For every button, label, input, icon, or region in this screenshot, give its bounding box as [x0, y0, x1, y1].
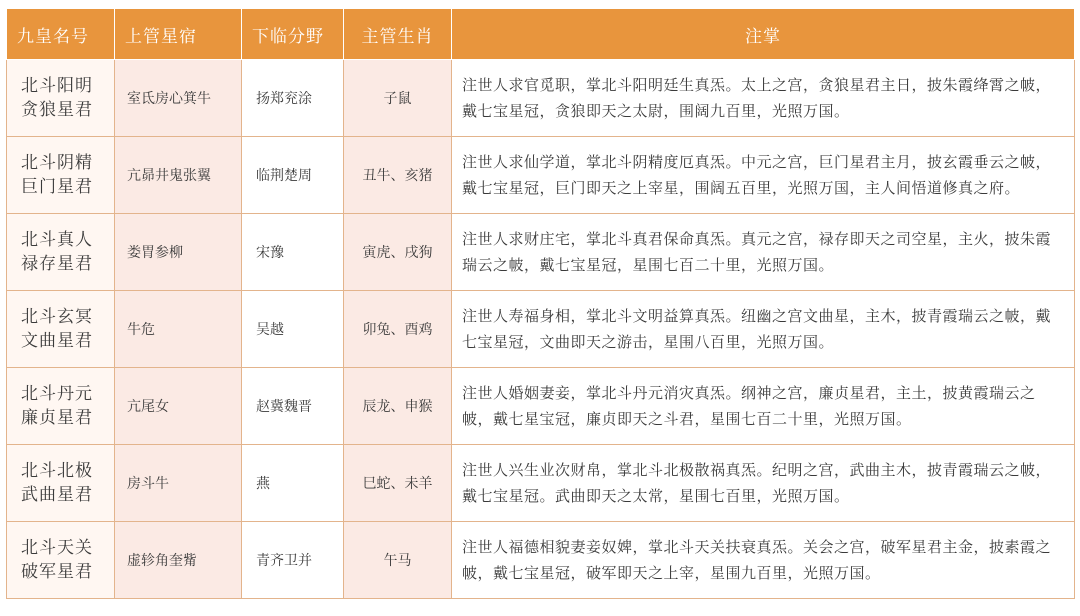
cell-stars: 亢尾女	[115, 368, 242, 445]
cell-regions: 宋豫	[242, 214, 344, 291]
cell-notes: 注世人求仙学道，掌北斗阴精度厄真炁。中元之宫，巨门星君主月，披玄霞垂云之帔，戴七宝星冠，巨门即天之上宰星，围阔五百里，光照万国，主人间悟道修真之府。	[452, 137, 1075, 214]
name-line2: 文曲星君	[21, 331, 93, 351]
name-line1: 北斗丹元	[21, 384, 93, 404]
cell-notes: 注世人求财庄宅，掌北斗真君保命真炁。真元之宫，禄存即天之司空星，主火，披朱霞瑞云之帔，戴七宝星冠，星围七百二十里，光照万国。	[452, 214, 1075, 291]
table-row	[7, 445, 1075, 522]
table-row	[7, 291, 1075, 368]
cell-zodiac: 子鼠	[344, 60, 452, 137]
cell-zodiac: 卯兔、酉鸡	[344, 291, 452, 368]
cell-regions: 吴越	[242, 291, 344, 368]
cell-stars: 房斗牛	[115, 445, 242, 522]
table-row	[7, 214, 1075, 291]
cell-name	[7, 368, 115, 445]
cell-stars: 虚轸角奎觜	[115, 522, 242, 599]
cell-zodiac: 巳蛇、未羊	[344, 445, 452, 522]
table-row	[7, 522, 1075, 599]
cell-stars: 牛危	[115, 291, 242, 368]
name-line2: 廉贞星君	[21, 408, 93, 428]
cell-name	[7, 445, 115, 522]
cell-notes: 注世人福德相貌妻妾奴婢，掌北斗天关扶衰真炁。关会之宫，破军星君主金，披素霞之帔，戴七宝星冠，破军即天之上宰，星围九百里，光照万国。	[452, 522, 1075, 599]
cell-zodiac: 丑牛、亥猪	[344, 137, 452, 214]
name-line1: 北斗阴精	[21, 153, 93, 173]
table-body	[7, 60, 1075, 599]
cell-zodiac: 午马	[344, 522, 452, 599]
name-line1: 北斗天关	[21, 538, 93, 558]
name-line1: 北斗北极	[21, 461, 93, 481]
cell-notes: 注世人寿福身相，掌北斗文明益算真炁。纽幽之宫文曲星，主木，披青霞瑞云之帔，戴七宝星冠，文曲即天之游击，星围八百里，光照万国。	[452, 291, 1075, 368]
name-line2: 武曲星君	[21, 485, 93, 505]
name-line1: 北斗玄冥	[21, 307, 93, 327]
cell-notes: 注世人婚姻妻妾，掌北斗丹元消灾真炁。纲神之宫，廉贞星君，主土，披黄霞瑞云之帔，戴七星宝冠，廉贞即天之斗君，星围七百二十里，光照万国。	[452, 368, 1075, 445]
name-line2: 破军星君	[21, 562, 93, 582]
cell-regions: 燕	[242, 445, 344, 522]
cell-name	[7, 60, 115, 137]
header-row	[7, 9, 1075, 60]
cell-name	[7, 291, 115, 368]
cell-stars: 室氐房心箕牛	[115, 60, 242, 137]
cell-stars: 亢昴井鬼张翼	[115, 137, 242, 214]
cell-name	[7, 522, 115, 599]
header-regions: 下临分野	[242, 9, 344, 60]
table-header	[7, 9, 1075, 60]
header-zodiac: 主管生肖	[344, 9, 452, 60]
star-table-container	[6, 8, 1074, 599]
table-row	[7, 368, 1075, 445]
cell-notes: 注世人求官觅职，掌北斗阳明廷生真炁。太上之宫，贪狼星君主日，披朱霞绛霄之帔，戴七宝星冠，贪狼即天之太尉，围阔九百里，光照万国。	[452, 60, 1075, 137]
name-line2: 贪狼星君	[21, 100, 93, 120]
cell-regions: 青齐卫并	[242, 522, 344, 599]
cell-regions: 扬郑兖涂	[242, 60, 344, 137]
cell-name	[7, 214, 115, 291]
cell-regions: 临荆楚周	[242, 137, 344, 214]
table-row	[7, 60, 1075, 137]
header-name: 九皇名号	[7, 9, 115, 60]
header-notes: 注掌	[452, 9, 1075, 60]
cell-zodiac: 寅虎、戌狗	[344, 214, 452, 291]
name-line2: 禄存星君	[21, 254, 93, 274]
name-line1: 北斗真人	[21, 230, 93, 250]
cell-zodiac: 辰龙、申猴	[344, 368, 452, 445]
name-line2: 巨门星君	[21, 177, 93, 197]
cell-name	[7, 137, 115, 214]
cell-regions: 赵冀魏晋	[242, 368, 344, 445]
name-line1: 北斗阳明	[21, 76, 93, 96]
header-stars: 上管星宿	[115, 9, 242, 60]
cell-stars: 娄胃参柳	[115, 214, 242, 291]
nine-emperors-table	[6, 8, 1075, 599]
table-row	[7, 137, 1075, 214]
cell-notes: 注世人兴生业次财帛，掌北斗北极散祸真炁。纪明之宫，武曲主木，披青霞瑞云之帔，戴七宝星冠。武曲即天之太常，星围七百里，光照万国。	[452, 445, 1075, 522]
